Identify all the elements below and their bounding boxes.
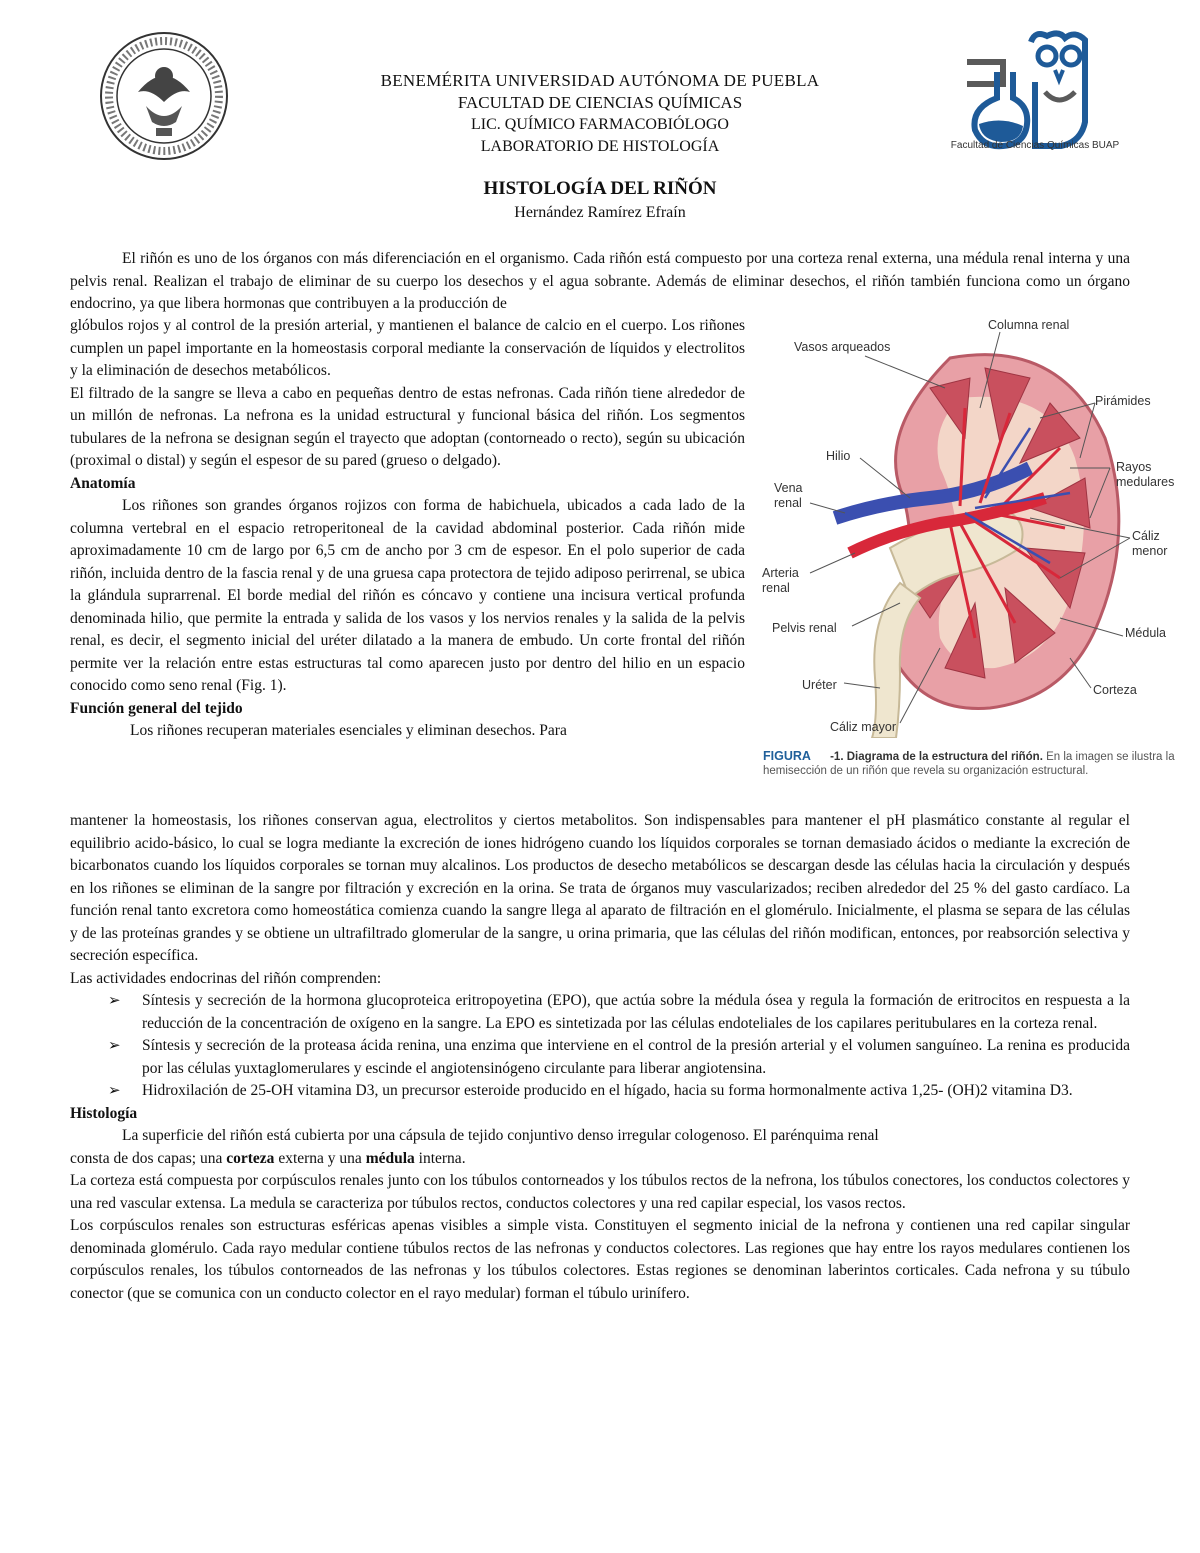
list-item: ➢ Síntesis y secreción de la hormona glucoproteica eritropoyetina (EPO), que actúa sobre la médula ósea y regula la formación de eritrocitos en respuesta a la reducción de la concentración de oxígeno en la sangre. La EPO es sintetizada por las células endoteliales de los capilares peritubulares en la corteza renal.: [108, 992, 1130, 1032]
label-ureter: Uréter: [802, 678, 837, 692]
label-vasos-arqueados: Vasos arqueados: [794, 340, 891, 354]
histologia-paragraph-2: La corteza está compuesta por corpúsculos renales junto con los túbulos contorneados y los túbulos rectos de la nefrona, los túbulos conectores, los conductos colectores y una red vascular extensa. La medula se caracteriza por túbulos rectos, conductos colectores y una red capilar especial, los vasos rectos.: [70, 1172, 1130, 1212]
section-heading-anatomia: Anatomía: [70, 474, 136, 492]
label-rayos-medulares: Rayos medulares: [1116, 460, 1175, 489]
faculty-name: FACULTAD DE CIENCIAS QUÍMICAS: [457, 93, 743, 112]
label-medula: Médula: [1125, 626, 1166, 640]
lab-name: LABORATORIO DE HISTOLOGÍA: [480, 138, 720, 155]
label-arteria-renal: Arteria renal: [762, 566, 799, 595]
bullet-arrow-icon: ➢: [108, 1038, 121, 1054]
intro-paragraph-2: El filtrado de la sangre se lleva a cabo en pequeñas dentro de estas nefronas. Cada riñón tiene alrededor de un millón de nefronas. La nefrona es la unidad estructural y funcional básica del riñón. Los segmentos tubulares de la nefrona se designan según el trayecto que adoptan (contorneado o recto), según su ubicación (proximal o distal) y según el espesor de su pared (grueso o delgado).: [70, 384, 745, 469]
label-pelvis-renal: Pelvis renal: [772, 621, 837, 635]
list-item: ➢ Hidroxilación de 25-OH vitamina D3, un precursor esteroide producido en el hígado, hacia su forma hormonalmente activa 1,25- (OH)2 vitamina D3.: [70, 1080, 1130, 1103]
logo-caption: Facultad de Ciencias Químicas BUAP: [950, 140, 1120, 151]
kidney-diagram: [760, 318, 1190, 738]
label-corteza: Corteza: [1093, 683, 1137, 697]
program-name: LIC. QUÍMICO FARMACOBIÓLOGO: [471, 116, 729, 133]
kidney-figure: [760, 318, 1190, 738]
intro-paragraph-1-continued: glóbulos rojos y al control de la presión arterial, y mantienen el balance de calcio en el cuerpo. Los riñones cumplen un papel importante en la homeostasis corporal mediante la conservación de líquidos y electrolitos y la eliminación de desechos metabólicos.: [70, 317, 745, 379]
bullet-arrow-icon: ➢: [108, 1083, 121, 1099]
section-heading-histologia: Histología: [70, 1104, 138, 1122]
label-piramides: Pirámides: [1095, 394, 1151, 408]
histologia-paragraph-3: Los corpúsculos renales son estructuras esféricas apenas visibles a simple vista. Constituyen el segmento inicial de la nefrona y contienen una red capilar singular denominada glomérulo. Cada rayo medular contiene túbulos rectos de las nefronas y conductos colectores. Las regiones que hay entre los rayos medulares contienen los corpúsculos renales, los túbulos contorneados de las nefronas y los túbulos colectores. Estas regiones se denominan laberintos corticales. Cada nefrona y su túbulo conector (que se comunica con un conducto colector en el rayo medular) forman el túbulo urinífero.: [70, 1217, 1130, 1302]
label-hilio: Hilio: [826, 449, 851, 463]
author: Hernández Ramírez Efraín: [514, 204, 686, 221]
page-title: HISTOLOGÍA DEL RIÑÓN: [483, 178, 717, 199]
label-columna-renal: Columna renal: [988, 318, 1070, 332]
figure-caption: FIGURA -1. Diagrama de la estructura del riñón. En la imagen se ilustra la hemisección de un riñón que revela su organización estructural.: [763, 749, 1175, 777]
anatomia-paragraph: Los riñones son grandes órganos rojizos con forma de habichuela, ubicados a cada lado de la columna vertebral en el espacio retroperitoneal de la cavidad abdominal posterior. Cada riñón mide aproximadamente 10 cm de largo por 6,5 cm de ancho por 3 cm de espesor. En el polo superior de cada riñón, incluida dentro de la fascia renal y de una gruesa capa protectora de tejido adiposo perirrenal, se ubica la glándula suprarrenal. El borde medial del riñón es cóncavo y contiene una incisura vertical profunda denominada hilio, que permite la entrada y salida de los vasos y los nervios renales y la salida de la pelvis renal, es decir, el segmento inicial del uréter dilatado a la manera de embudo. Un corte frontal del riñón permite ver la relación entre estas estructuras tal como aparecen justo por dentro del hilio en un espacio conocido como seno renal (Fig. 1).: [70, 497, 745, 694]
label-caliz-mayor: Cáliz mayor: [830, 720, 896, 734]
section-heading-funcion: Función general del tejido: [70, 699, 243, 717]
university-name: BENEMÉRITA UNIVERSIDAD AUTÓNOMA DE PUEBLA: [380, 71, 820, 90]
university-seal-icon: [98, 30, 230, 162]
histologia-paragraph-1b: consta de dos capas; una corteza externa y una médula interna.: [70, 1149, 466, 1167]
histologia-paragraph-1a: La superficie del riñón está cubierta por una cápsula de tejido conjuntivo denso irregular cologenoso. El parénquima renal: [122, 1127, 879, 1144]
label-caliz-menor: Cáliz menor: [1132, 529, 1168, 558]
endocrine-list: [70, 990, 1130, 1103]
intro-paragraph-1: El riñón es uno de los órganos con más diferenciación en el organismo. Cada riñón está compuesto por una corteza renal externa, una médula renal interna y una pelvis renal. Realizan el trabajo de eliminar de su cuerpo los desechos y el agua sobrante. Además de eliminar desechos, el riñón también funciona como un órgano endocrino, ya que libera hormonas que contribuyen a la producción de: [70, 250, 1130, 312]
list-item: ➢ Síntesis y secreción de la proteasa ácida renina, una enzima que interviene en el control de la presión arterial y el volumen sanguíneo. La renina es producida por las células yuxtaglomerulares y escinde el angiotensinógeno circulante para liberar angiotensina.: [108, 1037, 1130, 1077]
label-vena-renal: Vena renal: [774, 481, 803, 510]
funcion-paragraph-start: Los riñones recuperan materiales esenciales y eliminan desechos. Para: [130, 722, 567, 739]
bullet-arrow-icon: ➢: [108, 993, 121, 1009]
funcion-paragraph-rest: mantener la homeostasis, los riñones conservan agua, electrolitos y ciertos metabolitos. Son indispensables para mantener el pH plasmático constante al regular el equilibrio acido-básico, lo cual se logra mediante la excreción de iones hidrógeno cuando los líquidos corporales se tornan demasiado ácidos o mediante la excreción de bicarbonatos cuando los líquidos corporales se tornan muy alcalinos. Los productos de desecho metabólicos se descargan desde las células hacia la circulación y después en los riñones se eliminan de la sangre por filtración y excreción en la orina. Se trata de órganos muy vascularizados; reciben alrededor del 25 % del gasto cardíaco. La función renal tanto excretora como homeostática comienza cuando la sangre llega al aparato de filtración en el glomérulo. Inicialmente, el plasma se separa de las células y de las proteínas grandes y se obtiene un ultrafiltrado glomerular de la sangre, u orina primaria, que las células del riñón modifican, entonces, por reabsorción selectiva y secreción específica.: [70, 812, 1130, 964]
endocrine-intro: Las actividades endocrinas del riñón comprenden:: [70, 969, 382, 987]
